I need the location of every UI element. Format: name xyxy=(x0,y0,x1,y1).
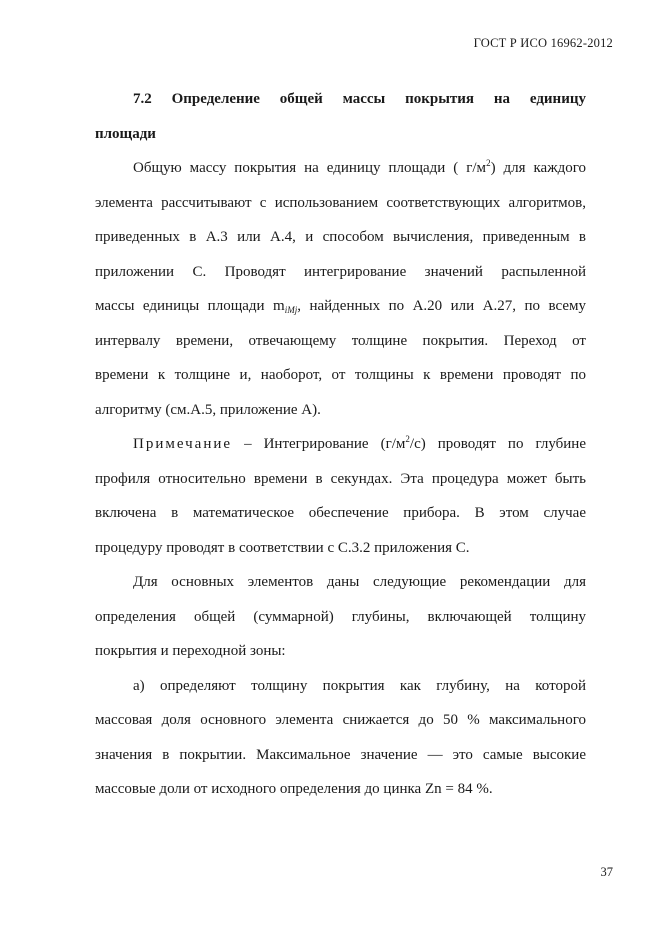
note-line: включена в математическое обеспечение прибора. В этом случае xyxy=(95,505,586,521)
paragraph-line xyxy=(95,289,586,324)
list-item-line: а) определяют толщину покрытия как глубину, на которой xyxy=(133,677,586,694)
page-number: 37 xyxy=(600,865,613,879)
text-fragment: Общую массу покрытия на единицу площади ( г/м xyxy=(133,160,487,176)
note-line xyxy=(95,427,586,462)
section-heading: 7.2 Определение общей массы покрытия на единицу xyxy=(133,91,586,107)
list-item-line: массовая доля основного элемента снижается до 50 % максимального xyxy=(95,712,586,728)
list-item-line: значения в покрытии. Максимальное значение — это самые высокие xyxy=(95,746,586,763)
note-line: профиля относительно времени в секундах. Эта процедура может быть xyxy=(95,470,586,487)
note-label: Примечание xyxy=(133,436,233,452)
text-fragment: , найденных по А.20 или А.27, по всему xyxy=(297,298,586,314)
superscript: 2 xyxy=(405,434,410,444)
paragraph-line: алгоритму (см.А.5, приложение А). xyxy=(95,401,321,418)
text-fragment: ) для каждого xyxy=(490,160,586,176)
paragraph-line: определения общей (суммарной) глубины, включающей толщину xyxy=(95,608,586,625)
text-fragment: – Интегрирование (г/м xyxy=(232,436,406,452)
paragraph-line: интервалу времени, отвечающему толщине покрытия. Переход от xyxy=(95,332,586,349)
paragraph-line: покрытия и переходной зоны: xyxy=(95,643,286,659)
paragraph-line: времени к толщине и, наоборот, от толщины к времени проводят по xyxy=(95,367,586,383)
paragraph-line: Для основных элементов даны следующие рекомендации для xyxy=(133,574,586,590)
paragraph-line: приведенных в А.3 или А.4, и способом вычисления, приведенным в xyxy=(95,229,586,245)
superscript: 2 xyxy=(486,158,491,168)
paragraph-line: элемента рассчитывают с использованием соответствующих алгоритмов, xyxy=(95,194,586,211)
document-header: ГОСТ Р ИСО 16962-2012 xyxy=(473,36,613,50)
section-heading-continuation: площади xyxy=(95,125,156,142)
page-body xyxy=(95,82,586,807)
note-line: процедуру проводят в соответствии с С.3.2 приложения С. xyxy=(95,539,470,556)
text-fragment: массы единицы площади m xyxy=(95,298,285,314)
subscript: iMj xyxy=(284,305,298,315)
text-fragment: /с) проводят по глубине xyxy=(409,436,586,452)
paragraph-line: приложении С. Проводят интегрирование значений распыленной xyxy=(95,263,586,280)
paragraph-line xyxy=(95,151,586,186)
list-item-line: массовые доли от исходного определения до цинка Zn = 84 %. xyxy=(95,781,493,797)
